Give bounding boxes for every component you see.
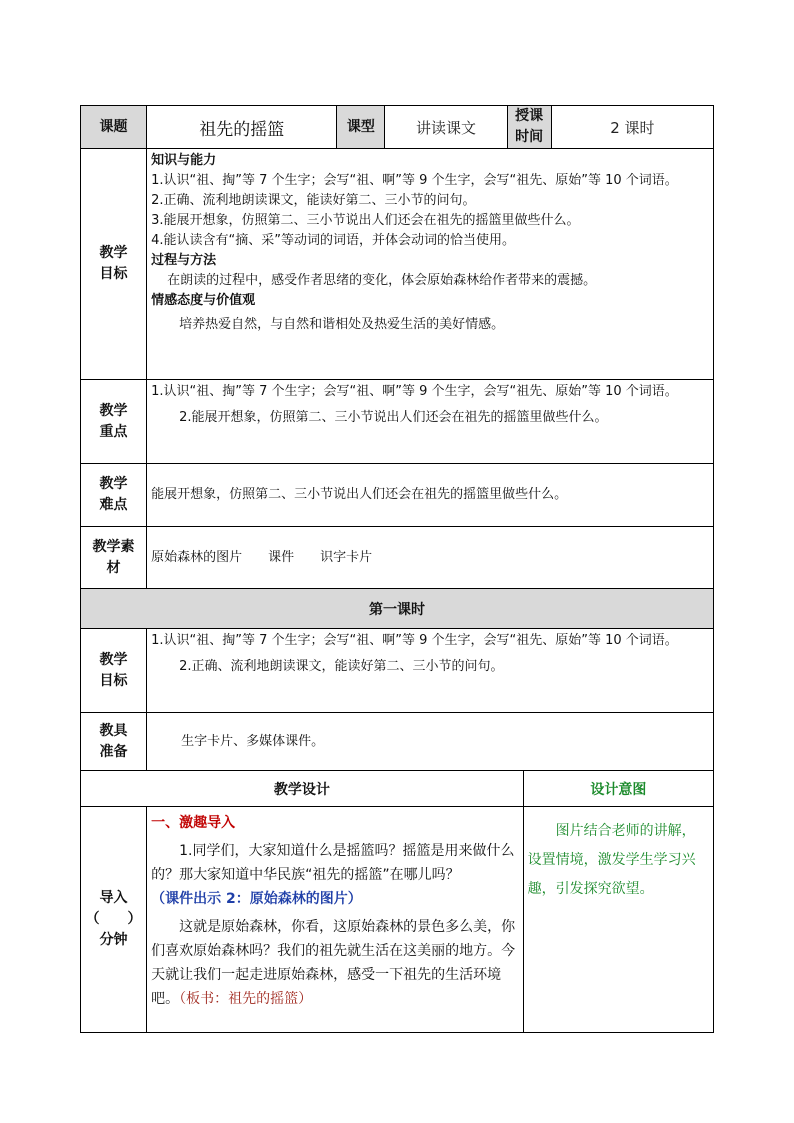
goals-heading-process: 过程与方法 [151,253,217,268]
key-points-row [81,380,714,464]
goals-item-1: 1.认识“祖、掏”等 7 个生字；会写“祖、啊”等 9 个生字，会写“祖先、原始”等 10 个词语。 [151,173,678,188]
key-points-label-line1: 教学 [99,402,128,419]
intro-paragraph-2 [151,915,519,1011]
intro-paragraph-1: 1.同学们，大家知道什么是摇篮吗？摇篮是用来做什么的？那大家知道中华民族“祖先的摇篮”在哪儿吗？ [151,843,515,883]
key-point-2: 2.能展开想象，仿照第二、三小节说出人们还会在祖先的摇篮里做些什么。 [179,410,608,425]
prep-row [81,713,714,771]
intro-paragraph-2-text: 这就是原始森林，你看，这原始森林的景色多么美，你们喜欢原始森林吗？我们的祖先就生活在这美丽的地方。今天就让我们一起走进原始森林，感受一下祖先的生活环境吧。 [151,919,516,1007]
intro-label [81,807,147,1033]
time-label-line1: 授课 [515,108,544,124]
prep-label-line2: 准备 [99,743,128,760]
key-points-content [147,380,714,464]
lesson1-goals-label-line1: 教学 [99,651,128,668]
design-header: 教学设计 [81,771,524,807]
intro-intent-text: 图片结合老师的讲解，设置情境，激发学生学习兴趣，引发探究欲望。 [523,807,713,1033]
key-points-label-line2: 重点 [99,423,128,440]
type-label: 课型 [337,106,385,149]
goals-label-line1: 教学 [99,245,128,261]
prep-label [81,713,147,771]
lesson-plan-table [80,105,714,1033]
goals-content [147,149,714,380]
intro-design-content [147,807,524,1033]
materials-label-line1: 教学素 [92,538,135,555]
prep-label-line1: 教具 [99,722,128,739]
goals-item-3: 3.能展开想象，仿照第二、三小节说出人们还会在祖先的摇篮里做些什么。 [151,213,580,228]
intro-row [81,807,714,1033]
goals-heading-emotion: 情感态度与价值观 [151,293,256,308]
design-header-row [81,771,714,807]
goals-item-4: 4.能认读含有“摘、采”等动词的词语，并体会动词的恰当使用。 [151,233,515,248]
intro-board-note: （板书：祖先的摇篮） [179,991,313,1007]
topic-label: 课题 [81,106,147,149]
prep-text: 生字卡片、多媒体课件。 [147,713,714,771]
time-label [507,106,551,149]
intro-step-title: 一、激趣导入 [151,815,236,831]
key-point-1: 1.认识“祖、掏”等 7 个生字；会写“祖、啊”等 9 个生字，会写“祖先、原始”等 10 个词语。 [151,384,678,399]
lesson1-goal-1: 1.认识“祖、掏”等 7 个生字；会写“祖、啊”等 9 个生字，会写“祖先、原始”等 10 个词语。 [151,633,678,648]
materials-label [81,527,147,589]
difficulty-label [81,464,147,527]
lesson1-goals-label-line2: 目标 [99,672,128,689]
materials-row [81,527,714,589]
goals-item-2: 2.正确、流利地朗读课文，能读好第二、三小节的问句。 [151,193,476,208]
lesson1-title-row [81,589,714,629]
goals-process-text: 在朗读的过程中，感受作者思绪的变化，体会原始森林给作者带来的震撼。 [167,273,597,288]
materials-label-line2: 材 [106,559,121,576]
time-label-line2: 时间 [515,129,544,145]
goals-row [81,149,714,380]
header-row [81,106,714,149]
intro-courseware-note: （课件出示 2：原始森林的图片） [151,891,362,907]
topic-value: 祖先的摇篮 [147,106,337,149]
goals-label [81,149,147,380]
difficulty-row [81,464,714,527]
time-value: 2 课时 [551,106,713,149]
intent-header: 设计意图 [523,771,713,807]
intro-label-line1: 导入 [99,890,128,906]
key-points-label [81,380,147,464]
difficulty-label-line2: 难点 [99,497,128,513]
goals-label-line2: 目标 [99,266,128,282]
lesson1-title: 第一课时 [81,589,714,629]
intro-label-line3: 分钟 [99,932,128,948]
lesson1-goal-2: 2.正确、流利地朗读课文，能读好第二、三小节的问句。 [179,659,504,674]
lesson1-goals-content [147,629,714,713]
goals-emotion-text: 培养热爱自然，与自然和谐相处及热爱生活的美好情感。 [179,317,505,332]
materials-text: 原始森林的图片 课件 识字卡片 [147,527,714,589]
goals-heading-knowledge: 知识与能力 [151,153,217,168]
type-value: 讲读课文 [385,106,507,149]
difficulty-text: 能展开想象，仿照第二、三小节说出人们还会在祖先的摇篮里做些什么。 [147,464,714,527]
intro-label-line2: （ ） [85,911,142,927]
difficulty-label-line1: 教学 [99,476,128,492]
lesson1-goals-label [81,629,147,713]
lesson1-goals-row [81,629,714,713]
